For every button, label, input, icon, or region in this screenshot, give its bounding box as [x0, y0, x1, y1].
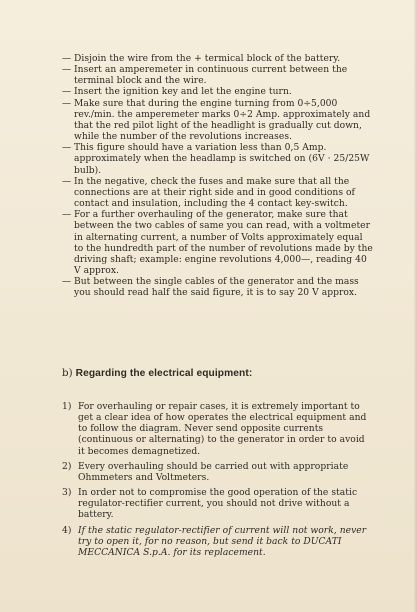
dash-item-text: This figure should have a variation less than 0,5 Amp. approximately when the headlamp is switched on (6V · 25/25W bulb). [74, 143, 370, 176]
dash-list-item [62, 143, 374, 176]
dash-item-text: Disjoin the wire from the + termical block of the battery. [74, 54, 341, 64]
numbered-rules-list [62, 402, 374, 563]
dash-bullet: — [62, 54, 72, 64]
procedure-dash-list [62, 54, 374, 299]
item-number: 1) [62, 402, 72, 412]
numbered-list-item [62, 526, 374, 559]
dash-bullet: — [62, 65, 72, 76]
dash-list-item [62, 54, 374, 65]
item-number: 3) [62, 488, 72, 499]
item-text: If the static regulator-rectifier of current will not work, never try to open it, for no reason, but send it back to DUCATI MECCANICA S.p.A. for its replacement. [78, 525, 367, 558]
dash-list-item [62, 65, 374, 87]
item-number: 4) [62, 525, 72, 536]
dash-item-text: Insert the ignition key and let the engine turn. [74, 87, 292, 98]
item-text: In order not to compromise the good operation of the static regulator-rectifier current, you should not drive without a battery. [78, 488, 358, 521]
item-text: Every overhauling should be carried out with appropriate Ohmmeters and Voltmeters. [78, 461, 349, 483]
dash-bullet: — [62, 176, 72, 187]
dash-bullet: — [62, 98, 72, 109]
dash-item-text: For a further overhauling of the generator, make sure that between the two cables of same you can read, with a voltmeter in alternating current, a number of Volts approximately equal to the hundredth part of the number of revolutions made by the driving shaft; example: engine revolutions 4,000—, reading 40 V approx. [74, 210, 373, 276]
dash-bullet: — [62, 87, 72, 98]
numbered-list-item [62, 402, 374, 458]
numbered-list-item [62, 488, 374, 521]
section-title: Regarding the electrical equipment: [75, 368, 253, 379]
dash-item-text: But between the single cables of the generator and the mass you should read half the said figure, it is to say 20 V approx. [74, 277, 359, 299]
dash-bullet: — [62, 210, 72, 221]
section-letter: b) [62, 368, 73, 379]
dash-list-item [62, 87, 374, 98]
item-number: 2) [62, 461, 72, 472]
dash-bullet: — [62, 277, 72, 288]
dash-item-text: Make sure that during the engine turning from 0÷5,000 rev./min. the amperemeter marks 0÷2 Amp. approximately and that the red pilot light of the headlight is gradually cut down, while the number of the revolutions increases. [74, 98, 371, 143]
dash-list-item [62, 99, 374, 144]
numbered-list-item [62, 462, 374, 484]
dash-item-text: In the negative, check the fuses and make sure that all the connections are at their right side and in good conditions of contact and insulation, including the 4 contact key-switch. [74, 176, 355, 210]
section-heading [62, 367, 372, 380]
dash-list-item [62, 177, 374, 210]
dash-list-item [62, 277, 374, 299]
item-text: For overhauling or repair cases, it is extremely important to get a clear idea of how operates the electrical equipment and to follow the diagram. Never send opposite currents (continuous or alternating) to the generator in order to avoid it becomes demagnetized. [78, 402, 367, 457]
dash-list-item [62, 210, 374, 277]
dash-item-text: Insert an amperemeter in continuous current between the terminal block and the wire. [74, 65, 348, 87]
dash-bullet: — [62, 143, 72, 154]
